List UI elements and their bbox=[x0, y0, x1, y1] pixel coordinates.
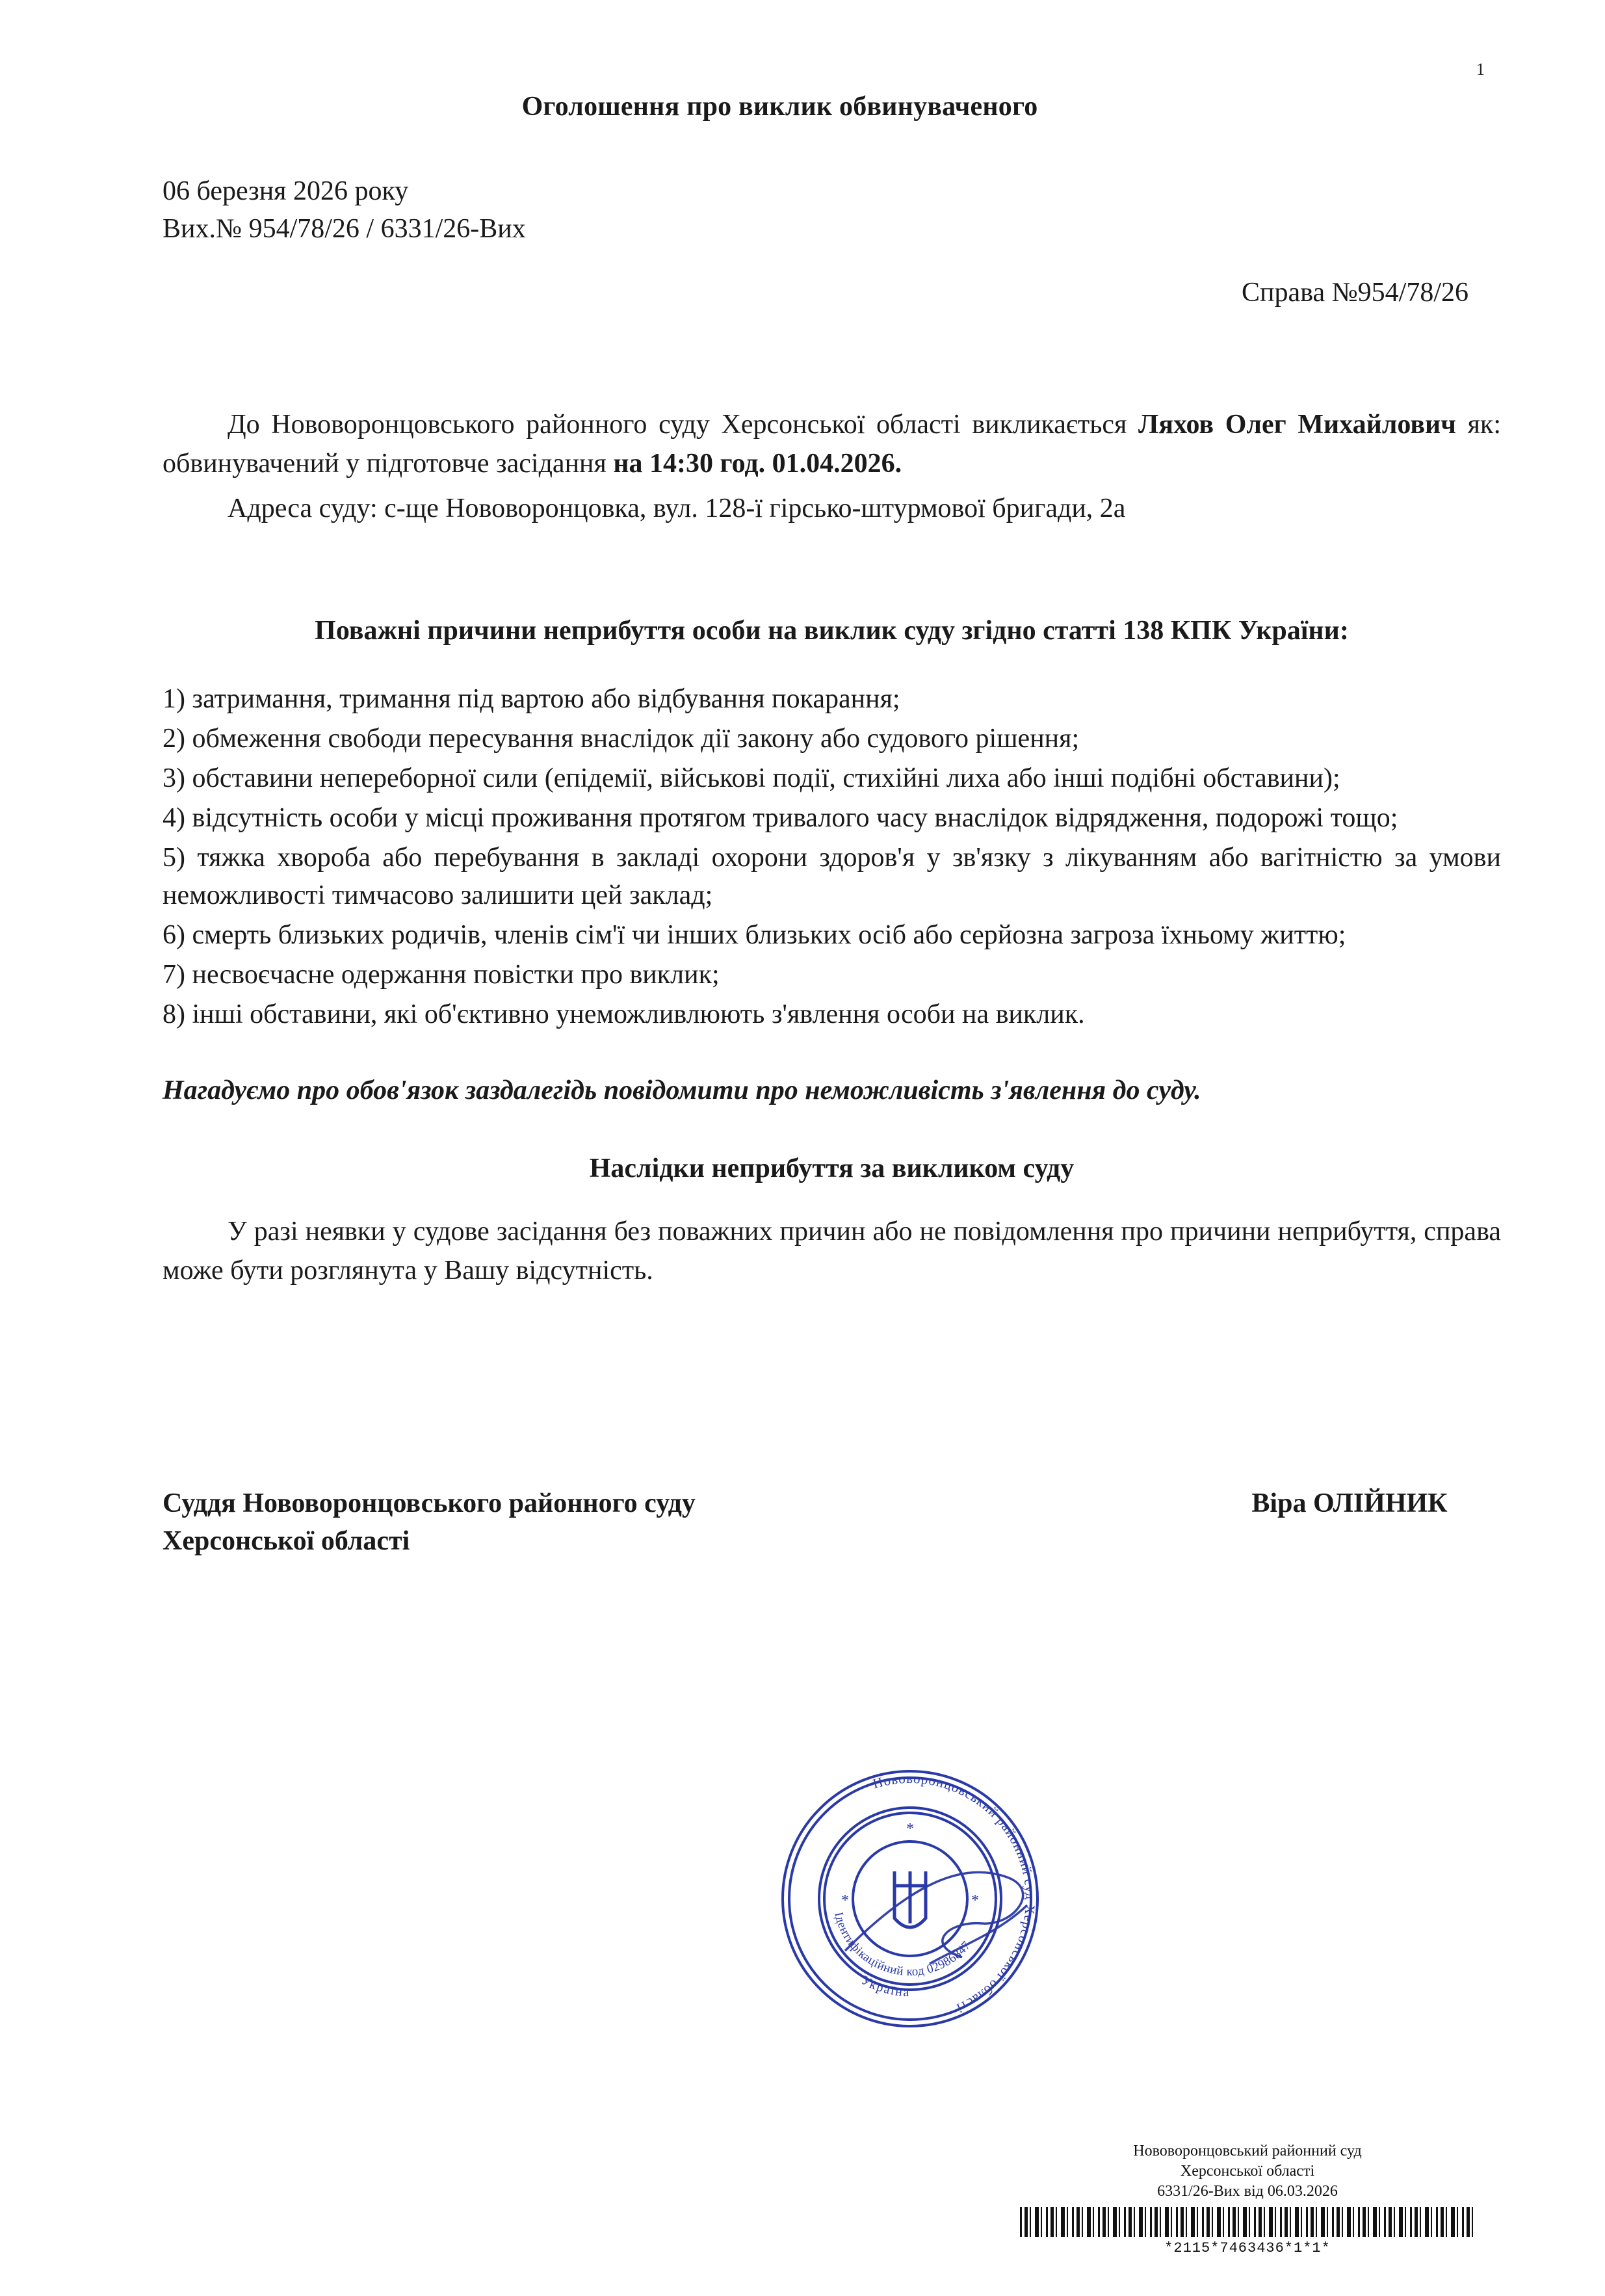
judge-role-line2: Херсонської області bbox=[163, 1526, 410, 1557]
reason-item: 2) обмеження свободи пересування внаслідок дії закону або судового рішення; bbox=[163, 724, 1080, 754]
summons-block bbox=[163, 406, 1501, 529]
barcode-text: *2115*7463436*1*1* bbox=[1164, 2240, 1331, 2257]
court-address: Адреса суду: с-ще Нововоронцовка, вул. 128-ї гірсько-штурмової бригади, 2а bbox=[228, 494, 1126, 524]
consequences-text: У разі неявки у судове засідання без поважних причин або не повідомлення про причини неприбуття, справа може бути розглянута у Вашу відсутність. bbox=[163, 1217, 1501, 1286]
svg-text:*: * bbox=[971, 1892, 979, 1909]
svg-text:*: * bbox=[841, 1892, 849, 1909]
svg-text:Україна: Україна bbox=[859, 1973, 911, 2000]
reason-item: 6) смерть близьких родичів, членів сім'ї чи інших близьких осіб або серйозна загроза їхньому життю; bbox=[163, 920, 1346, 951]
document-meta bbox=[163, 173, 1501, 248]
svg-text:*: * bbox=[906, 1821, 914, 1838]
document-footer bbox=[1000, 2141, 1494, 2258]
judge-role bbox=[163, 1485, 993, 1561]
summons-intro: До Нововоронцовського районного суду Херсонської області викликається bbox=[228, 409, 1127, 440]
footer-region: Херсонської області bbox=[1180, 2163, 1315, 2180]
page-title: Оголошення про виклик обвинуваченого bbox=[521, 92, 1038, 122]
footer-court-name: Нововоронцовський районний суд bbox=[1133, 2142, 1362, 2159]
reason-item: 4) відсутність особи у місці проживання протягом тривалого часу внаслідок відрядження, подорожі тощо; bbox=[163, 802, 1398, 833]
person-name: Ляхов Олег Михайлович bbox=[1138, 409, 1456, 440]
signature-block bbox=[163, 1485, 1501, 1561]
svg-text:Нововоронцовський районний суд: Нововоронцовський районний суд Херсонської області bbox=[870, 1770, 1039, 2017]
judge-role-line1: Суддя Нововоронцовського районного суду bbox=[163, 1488, 696, 1519]
case-number-line: Справа №954/78/26 bbox=[1242, 277, 1468, 308]
reason-item: 7) несвоєчасне одержання повістки про виклик; bbox=[163, 959, 720, 990]
summons-datetime: на 14:30 год. 01.04.2026. bbox=[613, 448, 902, 479]
court-seal-stamp bbox=[767, 1756, 1053, 2042]
reason-item: 5) тяжка хвороба або перебування в закладі охорони здоров'я у зв'язку з лікуванням або вагітністю за умови неможливості тимчасово залишити цей заклад; bbox=[163, 842, 1501, 911]
reason-item: 1) затримання, тримання під вартою або відбування покарання; bbox=[163, 684, 900, 715]
date-line: 06 березня 2026 року bbox=[163, 176, 409, 206]
svg-text:Ідентифікаційний код 02986847: Ідентифікаційний код 02986847 bbox=[831, 1910, 974, 1979]
judge-name: Віра ОЛІЙНИК bbox=[1251, 1488, 1448, 1519]
summons-paragraph bbox=[163, 406, 1501, 483]
reason-item: 3) обставини непереборної сили (епідемії, військові події, стихійні лиха або інші подібні обставини); bbox=[163, 763, 1340, 793]
summons-status: як: обвинувачений у підготовче засідання bbox=[163, 409, 1502, 479]
reasons-list bbox=[163, 680, 1501, 1033]
page-number: 1 bbox=[1476, 60, 1485, 79]
reminder-note: Нагадуємо про обов'язок заздалегідь повідомити про неможливість з'явлення до суду. bbox=[163, 1075, 1201, 1105]
outgoing-number-line: Вих.№ 954/78/26 / 6331/26-Вих bbox=[163, 213, 526, 244]
consequences-heading: Наслідки неприбуття за викликом суду bbox=[589, 1154, 1075, 1184]
reasons-heading: Поважні причини неприбуття особи на виклик суду згідно статті 138 КПК України: bbox=[315, 615, 1349, 646]
footer-outgoing: 6331/26-Вих від 06.03.2026 bbox=[1157, 2183, 1338, 2200]
barcode-image bbox=[1020, 2207, 1475, 2237]
reason-item: 8) інші обставини, які об'єктивно унеможливлюють з'явлення особи на виклик. bbox=[163, 999, 1085, 1029]
